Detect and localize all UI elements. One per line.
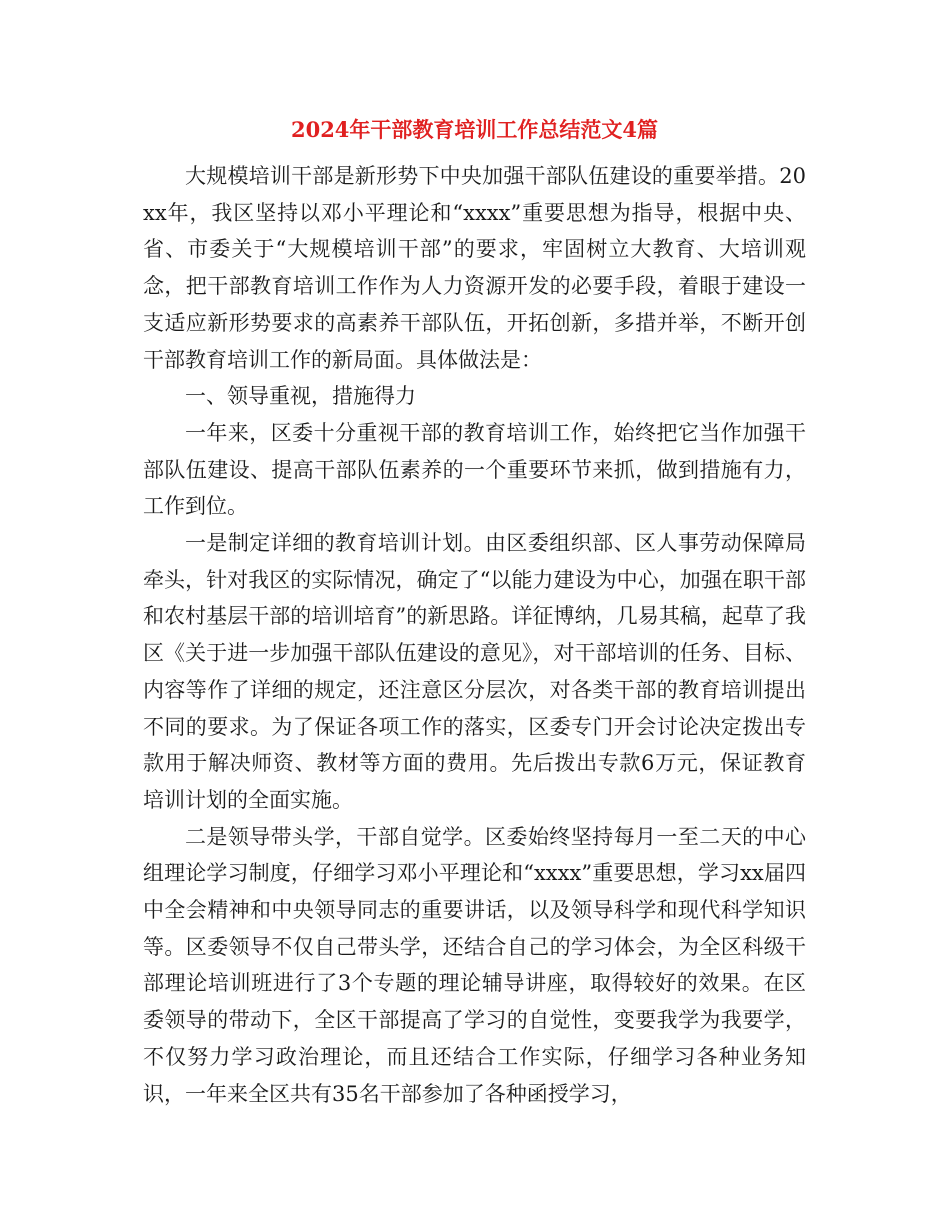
paragraph-plan: 一是制定详细的教育培训计划。由区委组织部、区人事劳动保障局牵头，针对我区的实际情况，确定了“以能力建设为中心，加强在职干部和农村基层干部的培训培育”的新思路。详征博纳，几易其稿，起草了我区《关于进一步加强干部队伍建设的意见》，对干部培训的任务、目标、内容等作了详细的规定，还注意区分层次，对各类干部的教育培训提出不同的要求。为了保证各项工作的落实，区委专门开会讨论决定拨出专款用于解决师资、教材等方面的费用。先后拨出专款6万元，保证教育培训计划的全面实施。 [143, 531, 806, 812]
paragraph-intro: 大规模培训干部是新形势下中央加强干部队伍建设的重要举措。20xx年，我区坚持以邓小平理论和“xxxx”重要思想为指导，根据中央、省、市委关于“大规模培训干部”的要求，牢固树立大教育、大培训观念，把干部教育培训工作作为人力资源开发的必要手段，着眼于建设一支适应新形势要求的高素养干部队伍，开拓创新，多措并举，不断开创干部教育培训工作的新局面。具体做法是： [143, 164, 806, 372]
document-title: 2024年干部教育培训工作总结范文4篇 [290, 117, 659, 142]
paragraph-study: 二是领导带头学，干部自觉学。区委始终坚持每月一至二天的中心组理论学习制度，仔细学习邓小平理论和“xxxx”重要思想，学习xx届四中全会精神和中央领导同志的重要讲话，以及领导科学和现代科学知识等。区委领导不仅自己带头学，还结合自己的学习体会，为全区科级干部理论培训班进行了3个专题的理论辅导讲座，取得较好的效果。在区委领导的带动下，全区干部提高了学习的自觉性，变要我学为我要学，不仅努力学习政治理论，而且还结合工作实际，仔细学习各种业务知识，一年来全区共有35名干部参加了各种函授学习， [143, 824, 806, 1106]
section-heading-1: 一、领导重视，措施得力 [185, 384, 416, 409]
paragraph-leadership: 一年来，区委十分重视干部的教育培训工作，始终把它当作加强干部队伍建设、提高干部队伍素养的一个重要环节来抓，做到措施有力，工作到位。 [143, 420, 806, 519]
